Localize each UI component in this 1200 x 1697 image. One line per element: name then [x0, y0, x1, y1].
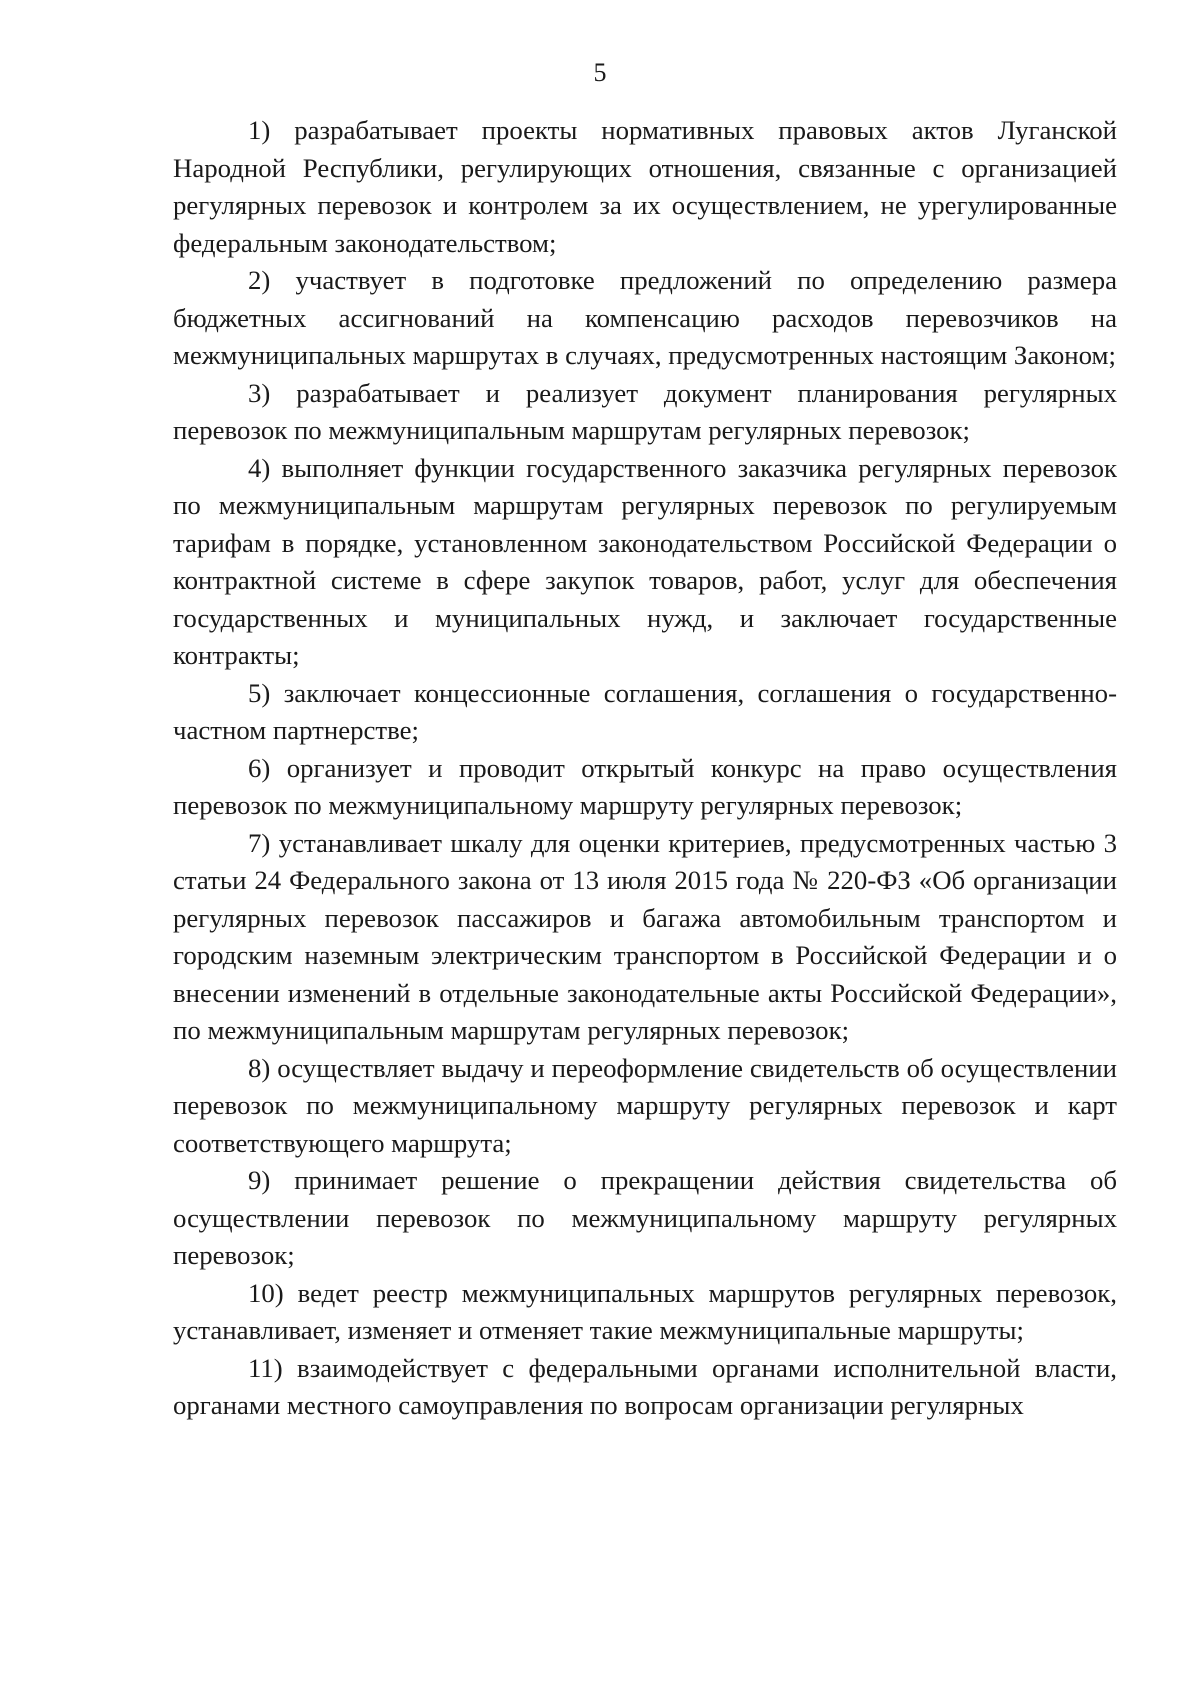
paragraph-item-10: 10) ведет реестр межмуниципальных маршрутов регулярных перевозок, устанавливает, изменяет и отменяет такие межмуниципальные маршруты; — [173, 1277, 1117, 1345]
paragraph-item-4: 4) выполняет функции государственного заказчика регулярных перевозок по межмуниципальным маршрутам регулярных перевозок по регулируемым тарифам в порядке, установленном законодательством Российской Федерации о контрактной системе в сфере закупок товаров, работ, услуг для обеспечения государственных и муниципальных нужд, и заключает государственные контракты; — [173, 452, 1117, 670]
document-body — [173, 112, 1117, 1425]
paragraph-item-1: 1) разрабатывает проекты нормативных правовых актов Луганской Народной Республики, регулирующих отношения, связанные с организацией регулярных перевозок и контролем за их осуществлением, не урегулированные федеральным законодательством; — [173, 115, 1117, 258]
paragraph-item-8: 8) осуществляет выдачу и переоформление свидетельств об осуществлении перевозок по межмуниципальному маршруту регулярных перевозок и карт соответствующего маршрута; — [173, 1052, 1117, 1158]
paragraph-item-2: 2) участвует в подготовке предложений по определению размера бюджетных ассигнований на компенсацию расходов перевозчиков на межмуниципальных маршрутах в случаях, предусмотренных настоящим Законом; — [173, 265, 1117, 370]
paragraph-item-3: 3) разрабатывает и реализует документ планирования регулярных перевозок по межмуниципальным маршрутам регулярных перевозок; — [173, 377, 1117, 445]
paragraph-item-5: 5) заключает концессионные соглашения, соглашения о государственно-частном партнерстве; — [173, 677, 1117, 745]
page-number: 5 — [593, 58, 607, 87]
paragraph-item-9: 9) принимает решение о прекращении действия свидетельства об осуществлении перевозок по межмуниципальному маршруту регулярных перевозок; — [173, 1165, 1117, 1270]
paragraph-item-6: 6) организует и проводит открытый конкурс на право осуществления перевозок по межмуниципальному маршруту регулярных перевозок; — [173, 752, 1117, 820]
paragraph-item-7: 7) устанавливает шкалу для оценки критериев, предусмотренных частью 3 статьи 24 Федерального закона от 13 июля 2015 года № 220-ФЗ «Об организации регулярных перевозок пассажиров и багажа автомобильным транспортом и городским наземным электрическим транспортом в Российской Федерации и о внесении изменений в отдельные законодательные акты Российской Федерации», по межмуниципальным маршрутам регулярных перевозок; — [173, 827, 1117, 1045]
paragraph-item-11: 11) взаимодействует с федеральными органами исполнительной власти, органами местного самоуправления по вопросам организации регулярных — [173, 1352, 1117, 1420]
